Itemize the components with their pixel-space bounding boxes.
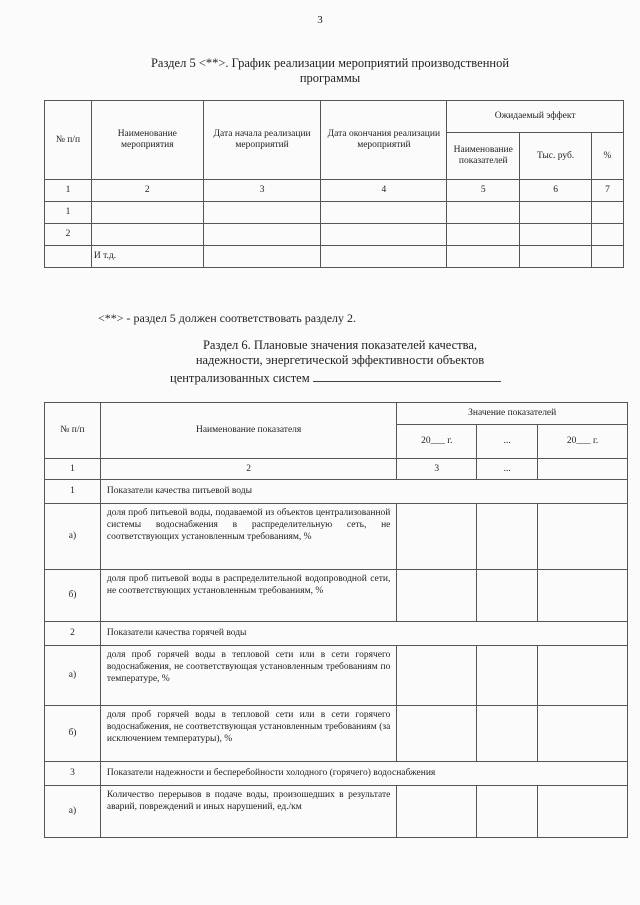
table-row <box>45 786 628 838</box>
header-start-date: Дата начала реализации мероприятий <box>203 101 321 180</box>
col-number: 1 <box>45 180 92 202</box>
table-row <box>45 480 628 504</box>
col-number: 6 <box>520 180 592 202</box>
row-number: 2 <box>45 224 92 246</box>
table-row <box>45 570 628 622</box>
footnote: <**> - раздел 5 должен соответствовать разделу 2. <box>98 311 357 325</box>
row-group-label: Показатели качества питьевой воды <box>100 480 627 504</box>
row-indicator-text: доля проб питьевой воды, подаваемой из объектов централизованной системы водоснабжения в распределительную сеть, не соответствующих установленным требованиям, % <box>100 504 396 570</box>
section6-title-line1: Раздел 6. Плановые значения показателей качества, <box>202 338 478 352</box>
col-number: 7 <box>592 180 624 202</box>
row-number: 3 <box>45 762 101 786</box>
header-num: № п/п <box>45 403 101 459</box>
row-indicator-text: доля проб горячей воды в тепловой сети или в сети горячего водоснабжения, не соответствующая установленным требованиям по температуре, % <box>100 646 396 706</box>
row-number: 2 <box>45 622 101 646</box>
header-end-date: Дата окончания реализации мероприятий <box>321 101 447 180</box>
row-indicator-text: доля проб питьевой воды в распределительной водопроводной сети, не соответствующих установленным требованиям, % <box>100 570 396 622</box>
col-number: 1 <box>45 459 101 480</box>
header-activity-name: Наименование мероприятия <box>91 101 203 180</box>
table-row <box>45 646 628 706</box>
page-number: 3 <box>317 14 323 26</box>
section5-table <box>44 100 624 268</box>
section6-title-line3-text: централизованных систем <box>170 371 310 385</box>
header-indicator-name: Наименование показателя <box>100 403 396 459</box>
row-number: а) <box>45 646 101 706</box>
header-effect-rub: Тыс. руб. <box>520 133 592 180</box>
table-row <box>45 224 624 246</box>
col-number: 5 <box>447 180 520 202</box>
section5-title <box>100 56 560 86</box>
section6-title-line3 <box>170 370 501 386</box>
row-number: 1 <box>45 480 101 504</box>
section6-table <box>44 402 628 838</box>
header-effect-pct: % <box>592 133 624 180</box>
table-row <box>45 622 628 646</box>
row-number: а) <box>45 786 101 838</box>
col-number: 2 <box>91 180 203 202</box>
header-year-2: 20___ г. <box>538 425 628 459</box>
header-year-1: 20___ г. <box>397 425 477 459</box>
system-name-blank-line <box>313 370 501 382</box>
table-row <box>45 504 628 570</box>
col-number: 3 <box>203 180 321 202</box>
header-effect-name: Наименование показателей <box>447 133 520 180</box>
col-number: 3 <box>397 459 477 480</box>
header-expected-effect: Ожидаемый эффект <box>447 101 624 133</box>
header-indicator-values: Значение показателей <box>397 403 628 425</box>
section6-title <box>150 338 530 368</box>
col-number: 2 <box>100 459 396 480</box>
row-number: 1 <box>45 202 92 224</box>
row-indicator-text: Количество перерывов в подаче воды, произошедших в результате аварий, повреждений и иных нарушений, ед./км <box>100 786 396 838</box>
table-row <box>45 706 628 762</box>
col-number: 4 <box>321 180 447 202</box>
table-row <box>45 202 624 224</box>
section5-title-line2: программы <box>299 71 361 85</box>
row-etc: И т.д. <box>91 246 203 268</box>
header-num: № п/п <box>45 101 92 180</box>
table-row <box>45 246 624 268</box>
row-group-label: Показатели надежности и бесперебойности холодного (горячего) водоснабжения <box>100 762 627 786</box>
row-number: б) <box>45 570 101 622</box>
row-group-label: Показатели качества горячей воды <box>100 622 627 646</box>
row-indicator-text: доля проб горячей воды в тепловой сети или в сети горячего водоснабжения, не соответствующая установленным требованиям (за исключением температуры), % <box>100 706 396 762</box>
row-number: б) <box>45 706 101 762</box>
section6-title-line2: надежности, энергетической эффективности объектов <box>195 353 485 367</box>
section5-title-line1: Раздел 5 <**>. График реализации мероприятий производственной <box>150 56 510 70</box>
col-number: ... <box>477 459 538 480</box>
header-dots: ... <box>477 425 538 459</box>
row-number: а) <box>45 504 101 570</box>
table-row <box>45 762 628 786</box>
